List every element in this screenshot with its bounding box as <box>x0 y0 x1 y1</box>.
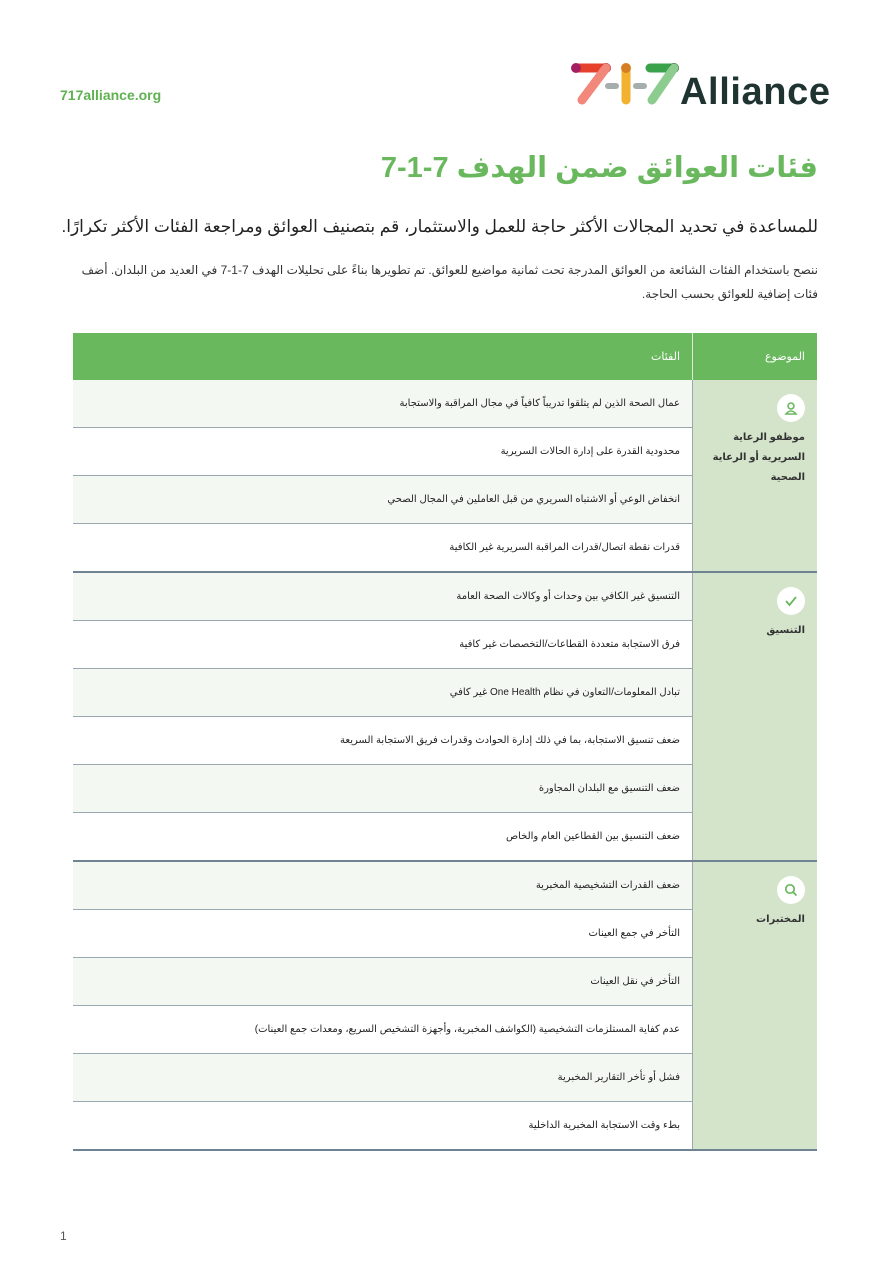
search-icon <box>777 876 805 904</box>
category-cell: عدم كفاية المستلزمات التشخيصية (الكواشف المخبرية، وأجهزة التشخيص السريع، ومعدات جمع العينات) <box>73 1006 693 1054</box>
category-cell: فرق الاستجابة متعددة القطاعات/التخصصات غير كافية <box>73 621 693 669</box>
lead-text: للمساعدة في تحديد المجالات الأكثر حاجة للعمل والاستثمار، قم بتصنيف العوائق ومراجعة الفئات الأكثر تكرارًا. <box>61 217 818 236</box>
topic-label: التنسيق <box>766 625 805 636</box>
table-row <box>73 380 817 428</box>
category-cell: بطء وقت الاستجابة المخبرية الداخلية <box>73 1102 693 1151</box>
category-cell: ضعف تنسيق الاستجابة، بما في ذلك إدارة الحوادث وقدرات فريق الاستجابة السريعة <box>73 717 693 765</box>
topic-cell <box>693 861 818 1150</box>
category-cell: عمال الصحة الذين لم يتلقوا تدريباً كافياً في مجال المراقبة والاستجابة <box>73 380 693 428</box>
barrier-categories-table <box>73 333 817 1151</box>
page-number: 1 <box>60 1229 67 1243</box>
category-cell: تبادل المعلومات/التعاون في نظام One Health غير كافي <box>73 669 693 717</box>
category-cell: ضعف التنسيق مع البلدان المجاورة <box>73 765 693 813</box>
topic-cell <box>693 572 818 861</box>
category-cell: انخفاض الوعي أو الاشتباه السريري من قبل العاملين في المجال الصحي <box>73 476 693 524</box>
topic-label: موظفو الرعاية السريرية أو الرعاية الصحية <box>712 432 805 483</box>
category-cell: ضعف القدرات التشخيصية المخبرية <box>73 861 693 910</box>
topic-cell <box>693 380 818 572</box>
header-categories: الفئات <box>73 333 693 380</box>
topic-label: المختبرات <box>756 914 805 925</box>
category-cell: محدودية القدرة على إدارة الحالات السريرية <box>73 428 693 476</box>
table-row <box>73 572 817 621</box>
category-cell: التأخر في نقل العينات <box>73 958 693 1006</box>
alliance-logo <box>570 60 832 108</box>
check-icon <box>777 587 805 615</box>
page-title: فئات العوائق ضمن الهدف 7-1-7 <box>380 152 818 184</box>
category-cell: التنسيق غير الكافي بين وحدات أو وكالات الصحة العامة <box>73 572 693 621</box>
category-cell: ضعف التنسيق بين القطاعين العام والخاص <box>73 813 693 862</box>
table-row <box>73 861 817 910</box>
person-icon <box>777 394 805 422</box>
category-cell: فشل أو تأخر التقارير المخبرية <box>73 1054 693 1102</box>
header-topic: الموضوع <box>693 333 818 380</box>
site-url[interactable]: 717alliance.org <box>60 87 162 103</box>
category-cell: التأخر في جمع العينات <box>73 910 693 958</box>
table-header-row <box>73 333 817 380</box>
intro-text: ننصح باستخدام الفئات الشائعة من العوائق المدرجة تحت ثمانية مواضيع للعوائق. تم تطويرها بناءً على تحليلات الهدف 7-1-7 في العديد من البلدان. أضف فئات إضافية للعوائق بحسب الحاجة. <box>81 263 818 301</box>
category-cell: قدرات نقطة اتصال/قدرات المراقبة السريرية غير الكافية <box>73 524 693 573</box>
svg-text:Alliance: Alliance <box>680 71 830 108</box>
